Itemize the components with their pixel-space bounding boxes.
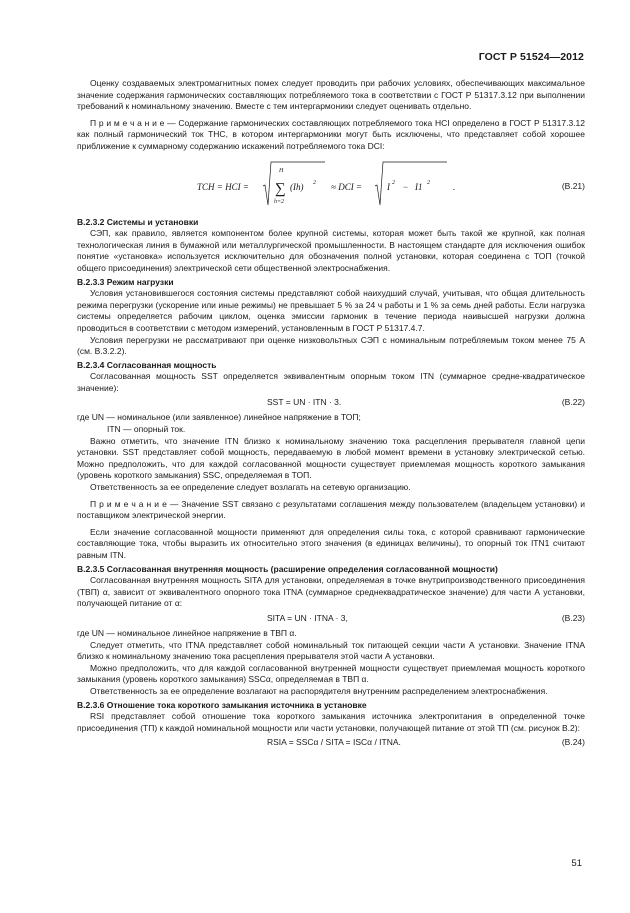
eq21-period: .	[453, 181, 456, 192]
equation-b22	[77, 394, 585, 412]
heading-b236: В.2.3.6 Отношение тока короткого замыкания источника в установке	[77, 699, 367, 710]
eq21-sigma: ∑	[275, 180, 286, 197]
eq21-lhs: TCH = HCI =	[197, 181, 249, 192]
eq21-approx: ≈ DCI =	[331, 181, 363, 192]
eq21-sum-bottom: h=2	[274, 198, 285, 205]
eq21-i: I	[387, 181, 390, 192]
paragraph-b235-3: Можно предположить, что для каждой согласованной внутренней мощности существует приемлемая мощность короткого замыкания (уровень короткого замыкания) SSCα, определяемая в ТВП α.	[77, 662, 585, 685]
equation-b21-number: (В.21)	[561, 180, 585, 191]
eq21-sum-top: H	[279, 167, 284, 174]
equation-b21-formula	[197, 159, 527, 215]
note-hci: П р и м е ч а н и е — Содержание гармонических составляющих потребляемого тока HCI определено в ГОСТ Р 51317.3.12 как полный гармонический ток THC, в котором интергармоники могут быть исключены, что представляет собой хорошее приближение к суммарному содержанию искажений потребляемого тока DCI:	[77, 117, 585, 151]
eq21-term: (Ih)	[290, 181, 304, 192]
equation-b24	[77, 734, 585, 752]
eq21-i1: I1	[415, 181, 423, 192]
eq21-exp: 2	[313, 179, 316, 186]
paragraph-b235-2: Следует отметить, что ITNA представляет собой номинальный ток питающей секции части А установки. Значение ITNA близко к номинальному значению тока расцепления прерывателя этой части А установки.	[77, 639, 585, 662]
equation-b23-formula: SITA = UN · ITNA · 3,	[267, 612, 348, 623]
equation-b22-number: (В.22)	[561, 397, 585, 408]
heading-b232: В.2.3.2 Системы и установки	[77, 216, 199, 227]
page-number: 51	[571, 858, 582, 869]
where-un: где UN — номинальное (или заявленное) линейное напряжение в ТОП;	[77, 412, 361, 423]
paragraph-b234-3: Ответственность за ее определение следует возлагать на сетевую организацию.	[90, 482, 411, 493]
svg-text:2: 2	[392, 179, 395, 186]
paragraph-b236-1: RSI представляет собой отношение тока короткого замыкания источника электропитания в определенной точке присоединения (ТП) к каждой номинальной мощности или части установки, получающей питание от этой ТП (см. рисунок В.2):	[77, 711, 585, 733]
svg-text:2: 2	[427, 179, 430, 186]
paragraph-b234-2: Важно отметить, что значение ITN близко к номинальному значению тока расцепления прерывателя главной цепи установки. SST представляет собой мощность, передаваемую в любой момент времени в установку электрической сетью. Можно предположить, что для каждой согласованной мощности существует приемлемая мощность короткого замыкания (уровень короткого замыкания) SSC, определяемая в ТОП.	[77, 435, 585, 481]
paragraph-b232: СЭП, как правило, является компонентом более крупной системы, которая может быть такой же крупной, как полная технологическая линия в бумажной или металлургической промышленности. В настоящем стандарте для исключения ошибок понятие «установка» используется исключительно для обозначения полной установки, которая соединена с ТОП (точкой общего присоединения) электрической сети общественной электроснабжения.	[77, 228, 585, 273]
paragraph-b233-1: Условия установившегося состояния системы представляют собой наихудший случай, учитывая, что общая длительность режима перегрузки (ускорение или иные режимы) не превышает 5 % за 24 ч работы и 1 % за семь дней работы. Если нагрузка системы определяется рабочим циклом, оценка эмиссии гармоник в течение периода наивысшей нагрузки должна проводиться в соответствии с методом измерений, установленным в ГОСТ Р 51317.4.7.	[77, 288, 585, 333]
paragraph-b235-4: Ответственность за ее определение возлагают на распорядителя внутренним распределением электроснабжения.	[90, 685, 548, 696]
heading-b234: В.2.3.4 Согласованная мощность	[77, 359, 217, 370]
where-un-tvp: где UN — номинальное линейное напряжение в ТВП α.	[77, 627, 297, 638]
equation-b22-formula: SST = UN · ITN · 3.	[267, 397, 342, 408]
paragraph-b233-2: Условия перегрузки не рассматривают при оценке низковольтных СЭП с номинальным потребляемым током менее 75 А (см. В.3.2.2).	[77, 334, 585, 357]
equation-b23	[77, 610, 585, 628]
equation-b23-number: (В.23)	[561, 612, 585, 623]
eq21-minus: −	[403, 181, 409, 192]
page-content	[77, 78, 585, 752]
paragraph-b234-4: Если значение согласованной мощности применяют для определения силы тока, с которой сравнивают гармонические составляющие тока, чтобы выразить их относительно этого значения (в единицах величины), то опорный ток ITN1 считают равным ITN.	[77, 526, 585, 560]
paragraph-intro: Оценку создаваемых электромагнитных помех следует проводить при рабочих условиях, обеспечивающих максимальное значение содержания гармонических составляющих потребляемого тока в соответствии с ГОСТ Р 51317.3.12 при выполнении требований к номинальному значению. Вместе с тем интергармоники следует оценивать отдельно.	[77, 78, 585, 112]
equation-b24-number: (В.24)	[561, 737, 585, 748]
heading-b235: В.2.3.5 Согласованная внутренняя мощность (расширение определения согласованной мощности)	[77, 563, 498, 574]
paragraph-b234-1: Согласованная мощность SST определяется эквивалентным опорным током ITN (суммарное средне-квадратическое значение):	[77, 371, 585, 393]
heading-b233: В.2.3.3 Режим нагрузки	[77, 276, 174, 287]
where-itn: ITN — опорный ток.	[107, 424, 186, 435]
equation-b24-formula: RSIA = SSCα / SITA = ISCα / ITNA.	[267, 737, 401, 748]
note-sst: П р и м е ч а н и е — Значение SST связано с результатами соглашения между пользователем (владельцем установки) и поставщиком электрической энергии.	[77, 498, 585, 521]
paragraph-b235-1: Согласованная внутренняя мощность SITA для установки, определяемая в точке внутрипроизводственного присоединения (ТВП) α, зависит от эквивалентного опорного тока ITNA (суммарное среднеквадратическое значение) для части А установки, получающей питание от α:	[77, 575, 585, 609]
equation-b21	[77, 159, 585, 215]
standard-header: ГОСТ Р 51524—2012	[478, 51, 584, 63]
